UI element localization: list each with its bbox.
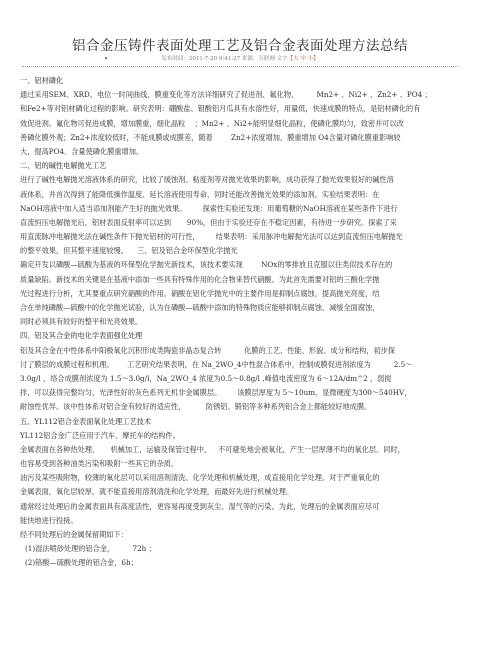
meta-text: 发布时间：2011-7-20 9:41:27 来源：互联网 文字【 bbox=[161, 56, 294, 62]
body-line: 直流恒压电解抛光后，铝材表面反射率可以达到 90%，但由于实验还存在不稳定因素，有待进一步研究。探索了采 bbox=[20, 217, 397, 227]
body-line: 同时必须具有较好的整平和光亮效果。 bbox=[20, 317, 143, 327]
body-line: 金属表面在各种热处理、 机械加工，运输及保管过程中， 不可避免地会被氧化，产生一层厚薄不均的氧化层。同时， bbox=[20, 444, 405, 454]
body-line: 耐蚀性优异。该中性体系对铝合金有较好的适应性， 防锈铝、锻铝等多种系列铝合金上都能较好地成膜。 bbox=[20, 402, 372, 412]
body-line: 和Fe2+等对铝材磷化过程的影响。研究表明：硼酸盐、钼酸铝月瓜具有水溶性好，用量低，快速成膜的特点，是铝材磷化的有 bbox=[20, 104, 421, 114]
body-line: YL112铝合金广泛应用于汽车、摩托车的结构件。 bbox=[20, 430, 180, 440]
section-heading: 四、铝及其合金的电化学表面强化处理 bbox=[20, 331, 143, 341]
body-line: 的整平效果，但其整平速度较慢。 三、铝及铝合金环保型化学抛光 bbox=[20, 246, 238, 256]
body-line: 质量缺陷。新技术的关键是在基液中添加一些具有特殊作用的化合物来替代硝酸。为此首先需要对铝的三酸化学抛 bbox=[20, 274, 380, 284]
body-line: 拌，可以获得完整均匀、光泽性好的灰色系列无机非金属膜层。 该膜层厚度为 5～10um，显微硬度为300～540HV， bbox=[20, 388, 412, 398]
body-line: 也容易受到各种油类污染和吸附一些其它的杂质。 bbox=[20, 459, 179, 469]
section-heading: 五、YL112铝合金表面氧化处理工艺技术 bbox=[20, 416, 152, 426]
body-line: 用直流脉冲电解抛光法在碱性条件下抛光铝材的可行性， 结果表明：采用脉冲电解抛光法可以达到直流恒压电解抛光 bbox=[20, 232, 403, 242]
body-line: 进行了碱性电解抛光溶液体系的研究，比较了缓蚀剂、粘度剂等对抛光效果的影响，成功获得了抛光效果很好的碱性溶 bbox=[20, 175, 394, 185]
body-line: 金属表面，氧化层较厚，就不能直接用溶剂清洗和化学处理，而最好先进行机械处理。 bbox=[20, 487, 294, 497]
body-line: 合在单纯磷酸—硫酸中的化学抛光试验，认为在磷酸—硫酸中添加的特殊物质应能够抑制点腐蚀、减缓全面腐蚀， bbox=[20, 303, 380, 312]
section-heading: 二、铝的碱性电解抛光工艺 bbox=[20, 161, 107, 171]
body-line: 大，提高PO4．含量使磷化膜重增加。 bbox=[20, 146, 144, 156]
body-line: 经不同处理后的金属保留期如下： bbox=[20, 530, 128, 539]
meta-close: 】 bbox=[313, 56, 319, 62]
body-line: 3.0g/l ，络合成膜剂浓度为 1.5～3.0g/l，Na_2WO_4 浓度为0.5～0.8g/l ,峰值电流密度为 6～12A/dm^2 ，弱搅 bbox=[20, 373, 392, 383]
body-line: 铝及其合金在中性体系中阳极氧化沉积形成类陶瓷非晶态复合转 化膜的工艺、性能、形貌、成分和结构，初步探 bbox=[20, 345, 396, 355]
body-line: 能快地进行投接。 bbox=[20, 515, 78, 525]
body-line: 效促进剂。氟化物可促进成膜，增加膜重，细化晶粒 ；Mn2+ 、Ni2+能明显细化晶粒，使磷化膜均匀，致密并可以改 bbox=[20, 118, 404, 128]
meta-bullet: • bbox=[104, 55, 109, 63]
list-item: (1)湿法喷砂处理的铝合金， 72h ； bbox=[25, 544, 156, 554]
body-line: 确定开发以磷酸—硫酸为基液的环保型化学抛光新技术，该技术要实现 NOx的零排放且克服以往类似技术存在的 bbox=[20, 260, 393, 270]
body-line: 光过程进行分析，尤其要重点研究硝酸的作用。硝酸在铝化学抛光中的主要作用是抑制点腐蚀，提高抛光亮度，结 bbox=[20, 288, 380, 298]
article-body bbox=[20, 74, 460, 571]
font-size-links[interactable]: 大 中 小 bbox=[293, 56, 314, 62]
section-heading: 一、铝材磷化 bbox=[20, 76, 64, 85]
body-line: 善磷化膜外观；Zn2+浓度较低时，不能成膜或成膜差，随着 Zn2+浓度增加，膜重增加 O4含量对磷化膜重影响较 bbox=[20, 132, 401, 142]
body-line: 讨了膜层的成膜过程和机理。 工艺研究结果表明，在 Na_2WO_4中性混合体系中，控制成膜促进剂浓度为 2.5～ bbox=[20, 359, 413, 369]
article-title: 铝合金压铸件表面处理工艺及铝合金表面处理方法总结 bbox=[72, 38, 408, 54]
article-meta bbox=[22, 54, 458, 67]
body-line: 油污及某些吸附物，较薄的氧化层可以采用溶剂清洗、化学处理和机械处理，成直接用化学处理。对于严重氧化的 bbox=[20, 473, 380, 483]
body-line: 通过采用SEM、XRD、电位一时间曲线、膜重变化等方法详细研究了促进剂、氟化物、 Mn2+ 、Ni2+ 、Zn2+ 、PO4 ； bbox=[20, 90, 432, 100]
body-line: 通常经过处理后的金属表面具有高度活性，更容易再度受到灰尘、湿气等的污染。为此，处理后的金属表面应尽可 bbox=[20, 501, 380, 511]
list-item: (2)铬酸—硫酸处理的铝合金，6h； bbox=[25, 558, 138, 568]
body-line: 液体系，并首次得到了能降低操作温度、延长溶液使用寿命、同时还能改善抛光效果的添加剂。实验结果表明：在 bbox=[20, 189, 380, 199]
body-line: NaOH溶液中加入适当添加剂能产生好的抛光效果。 探索性实验还发现：用葡萄糖的NaOH溶液在某些条件下进行 bbox=[20, 203, 398, 213]
